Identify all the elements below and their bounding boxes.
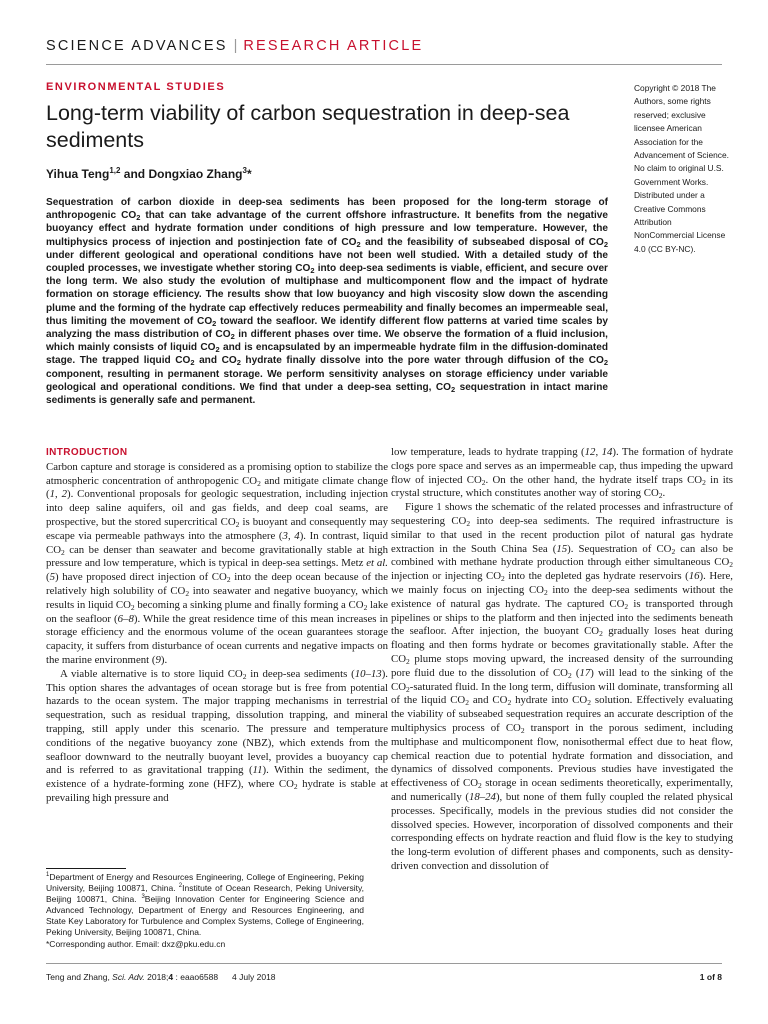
abstract: Sequestration of carbon dioxide in deep-sea sediments has been proposed for the long-term storage of anthropogenic $CO_2$ that can take advantage of the current offshore infrastructure. It benefits from the negative buoyancy effect and hydrate formation under conditions of high pressure and low temperature. However, the multiphysics process of injection and postinjection fate of $CO_2$ and the feasibility of subseabed disposal of $CO_2$ under different geological and operational conditions have not been well studied. With a detailed study of the coupled processes, we investigate whether storing $CO_2$ into deep-sea sediments is viable, efficient, and secure over the long term. We also study the evolution of multiphase and multicomponent flow and the impact of hydrate formation on storage efficiency. The results show that low buoyancy and high viscosity slow down the ascending plume and the forming of the hydrate cap effectively reduces permeability and finally becomes an impermeable seal, thus limiting the movement of $CO_2$ toward the seafloor. We identify different flow patterns at varied time scales by analyzing the mass distribution of $CO_2$ in different phases over time. We observe the formation of a fluid inclusion, which mainly consists of liquid $CO_2$ and is encapsulated by an impermeable hydrate film in the diffusion-dominated stage. The trapped liquid $CO_2$ and $CO_2$ hydrate finally dissolve into the pore water through diffusion of the $CO_2$ component, resulting in permanent storage. We perform sensitivity analyses on storage efficiency under variable geological and operational conditions. We find that under a deep-sea setting, $CO_2$ sequestration in intact marine sediments is generally safe and permanent. (46, 197, 608, 407)
page-number: 1 of 8 (699, 972, 722, 982)
citation-link[interactable]: 11 (252, 764, 263, 777)
affiliation-marker: 1,2 (109, 166, 121, 175)
body-paragraph: A viable alternative is to store liquid $CO_2$ in deep-sea sediments (10–13). This option shares the advantages of ocean storage but is free from potential hazards to the ocean system. The major trapping mechanisms in terrestrial sequestration, such as residual trapping, dissolution trapping, and mineral trapping, still apply under this scenario. The pressure and temperature conditions of the negative buoyancy zone (NBZ), which extends from the seafloor downward to the neutrally buoyant level, provides a buoyancy cap and is referred to as gravitational trapping (11). Within the sediment, the existence of a hydrate-forming zone (HFZ), where $CO_2$ hydrate is stable at prevailing high pressure and (46, 667, 389, 804)
footer-citation: Teng and Zhang, Sci. Adv. 2018;4 : eaao6588 4 July 2018 (46, 972, 276, 982)
citation-link[interactable]: 4 (294, 529, 300, 542)
citation-link[interactable]: 6–8 (117, 612, 134, 625)
body-paragraph: low temperature, leads to hydrate trapping (12, 14). The formation of hydrate clogs pore space and serves as an impermeable cap, thus impeding the upward flow of injected $CO_2$. On the other hand, the hydrate itself traps $CO_2$ in its crystal structure, which constitutes another way of storing $CO_2$. (391, 446, 733, 501)
citation-link[interactable]: 14 (601, 446, 613, 458)
author-line (46, 167, 252, 181)
citation-link[interactable]: 1 (49, 488, 56, 501)
citation-link[interactable]: 15 (556, 542, 568, 555)
footnote-rule (46, 868, 126, 869)
section-heading: INTRODUCTION (46, 447, 128, 458)
author-conjunction: and (120, 167, 149, 181)
citation-link[interactable]: 2 (61, 488, 67, 501)
article-title: Long-term viability of carbon sequestration in deep-sea sediments (46, 101, 570, 152)
body-column-left (46, 446, 388, 806)
journal-name: SCIENCE ADVANCES (46, 38, 228, 54)
journal-header (46, 38, 423, 54)
footer-date: 4 July 2018 (232, 972, 276, 982)
header-separator: | (233, 38, 238, 54)
body-paragraph: Figure 1 shows the schematic of the related processes and infrastructure of sequestering $CO_2$ into deep-sea sediments. The required infrastructure is similar to that used in the recent production pilot of natural gas hydrate extraction in the South China Sea (15). Sequestration of $CO_2$ can also be combined with methane hydrate production through either simultaneous $CO_2$ injection or injecting $CO_2$ into the depleted gas hydrate reservoirs (16). Here, we mainly focus on injecting $CO_2$ into the deep-sea sediments without the existence of natural gas hydrate. The captured $CO_2$ is transported through pipelines or ships to the platform and then injected into the sediments beneath the seafloor. After injection, the buoyant $CO_2$ gradually loses heat during floating and then forms hydrate or becomes gravitationally stable. After the $CO_2$ plume stops moving upward, the increased density of the surrounding pore fluid due to the dissolution of $CO_2$ (17) will lead to the sinking of the $CO_2$-saturated fluid. In the long term, diffusion will dominate, transforming all of the liquid $CO_2$ and $CO_2$ hydrate into $CO_2$ solution. Effectively evaluating the viability of subseabed sequestration requires an accurate description of the multiphysics process of $CO_2$ transport in the porous sediment, including multiphase and multicomponent flow, nonisothermal effect due to heat flow, chemical reaction due to potential hydrate formation and dissociation, and dynamics of dissolved components. Previous studies have investigated the effectiveness of $CO_2$ storage in ocean sediments theoretically, experimentally, and numerically (18–24), but none of them fully coupled the related physical processes. Specifically, models in the previous studies did not consider the dissolved species. However, incorporation of dissolved components and their corresponding effects on hydrate reaction and fluid flow is the key to studying the long-term evolution of different phases and components, such as density-driven convection and dissolution of (391, 501, 733, 872)
header-rule (46, 64, 722, 65)
body-column-right (391, 446, 733, 874)
affiliation-marker: 3 (242, 166, 247, 175)
citation-link[interactable]: 16 (688, 570, 700, 583)
corresponding-author[interactable]: *Corresponding author. Email: dxz@pku.edu.cn (46, 938, 226, 949)
article-type: RESEARCH ARTICLE (243, 38, 424, 54)
citation-link[interactable]: 10–13 (354, 667, 382, 680)
citation-link[interactable]: 12 (584, 446, 596, 458)
author-name[interactable]: Dongxiao Zhang (148, 167, 243, 181)
citation-link[interactable]: 9 (155, 653, 161, 666)
citation-link[interactable]: 3 (282, 529, 288, 542)
section-label: ENVIRONMENTAL STUDIES (46, 81, 226, 93)
citation-link[interactable]: 17 (579, 666, 591, 679)
footer-rule (46, 963, 722, 964)
copyright-note: Copyright © 2018 The Authors, some rights reserved; exclusive licensee American Association for the Advancement of Science. No claim to original U.S. Government Works. Distributed under a Creative Commons Attribution NonCommercial License 4.0 (CC BY-NC). (634, 83, 729, 254)
author-name[interactable]: Yihua Teng (46, 167, 110, 181)
citation-link[interactable]: 18–24 (468, 790, 496, 803)
body-paragraph: Carbon capture and storage is considered as a promising option to stabilize the atmospheric concentration of anthropogenic $CO_2$ and mitigate climate change (1, 2). Conventional proposals for geologic sequestration, including injection into deep saline aquifers, oil and gas fields, and deep coal seams, are prospective, but the stored supercritical $CO_2$ is buoyant and consequently may escape via permeable pathways into the atmosphere (3, 4). In contrast, liquid $CO_2$ can be denser than seawater and become gravitationally stable at high pressure and low temperature, which is typical in deep-sea settings. Metz et al. (5) have proposed direct injection of $CO_2$ into the deep ocean because of the relatively high solubility of $CO_2$ into seawater and negative buoyancy, which results in liquid $CO_2$ becoming a sinking plume and finally forming a $CO_2$ lake on the seafloor (6–8). While the great residence time of this mean increases in storage efficiency and the enormous volume of the ocean guarantees storage capacity, it suffers from disturbance of ocean currents and negative impacts on the marine environment (9). (46, 460, 389, 666)
affiliations-footnote: $^1$Department of Energy and Resources Engineering, College of Engineering, Peking University, Beijing 100871, China. $^2$Institute of Ocean Research, Peking University, Beijing 100871, China. $^3$Beijing Innovation Center for Engineering Science and Advanced Technology, Department of Energy and Resources Engineering, and State Key Laboratory for Turbulence and Complex Systems, College of Engineering, Peking University, Beijing 100871, China. *Corresponding author. Email: dxz@pku.edu.cn (46, 872, 364, 949)
corresponding-marker: * (246, 167, 252, 181)
citation-link[interactable]: 5 (49, 571, 56, 584)
